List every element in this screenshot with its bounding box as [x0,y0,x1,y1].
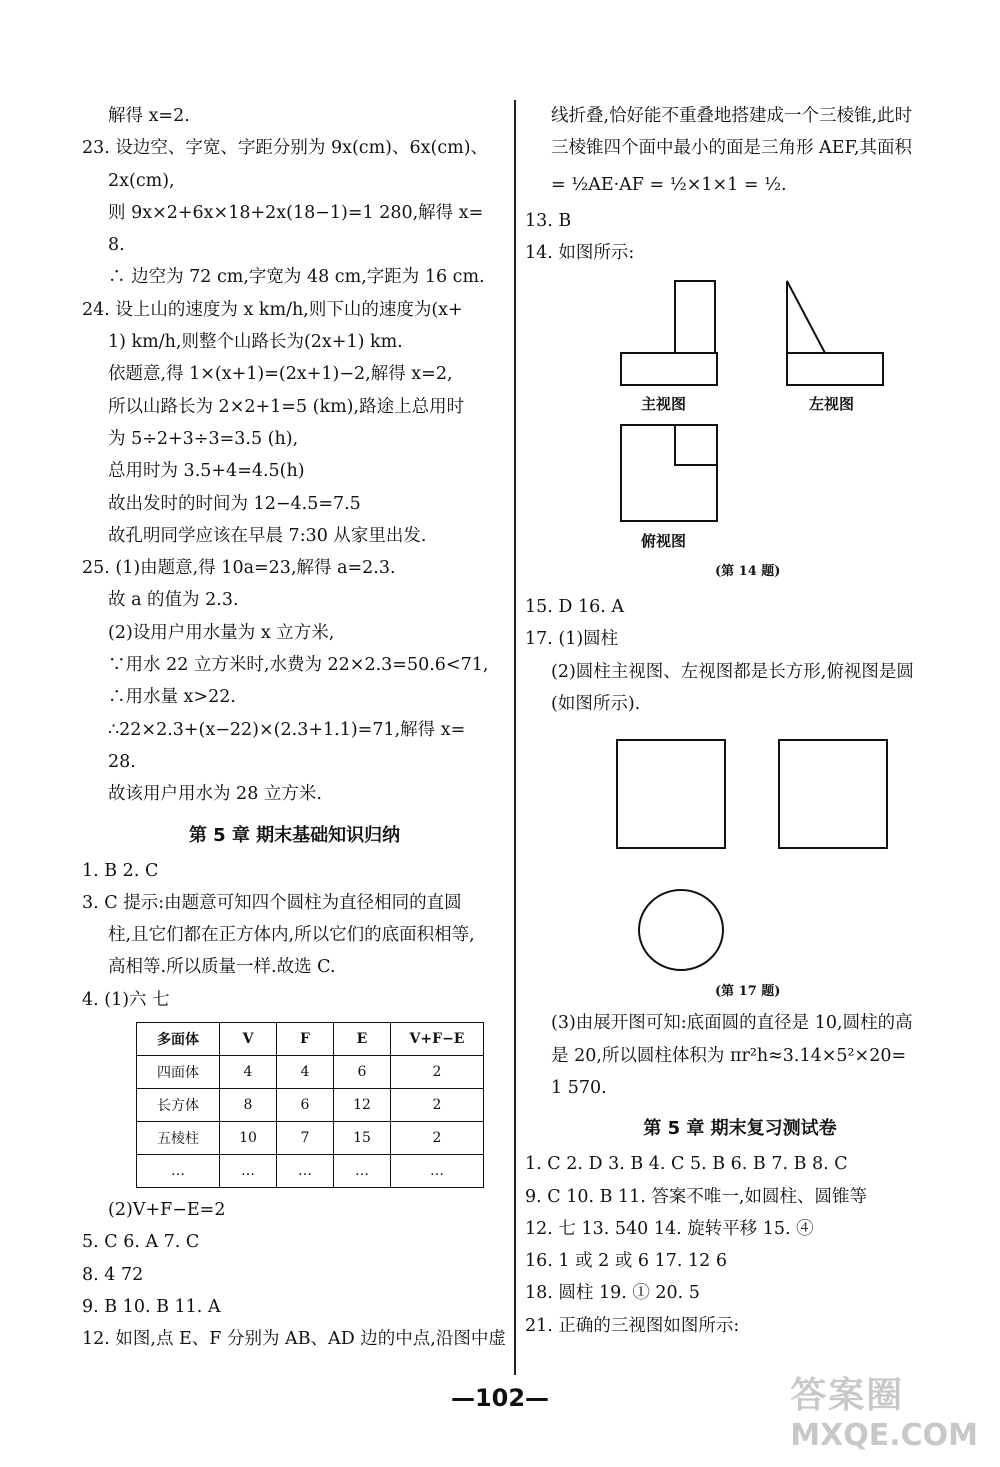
text-line: 1) km/h,则整个山路长为(2x+1) km. [108,332,403,353]
text-line: 则 9x×2+6x×18+2x(18−1)=1 280,解得 x= [108,202,484,223]
text-line: 9. B 10. B 11. A [82,1296,221,1317]
table-cell: 8 [220,1089,277,1122]
table-cell: 4 [220,1056,277,1089]
text-line: 15. D 16. A [525,597,625,618]
text-line: ∴22×2.3+(x−22)×(2.3+1.1)=71,解得 x= [108,719,466,740]
text-line: 24. 设上山的速度为 x km/h,则下山的速度为(x+ [82,299,463,320]
table-row [137,1122,484,1155]
table-cell: 15 [334,1122,391,1155]
section-title: 第 5 章 期末基础知识归纳 [188,824,401,846]
table-row [137,1155,484,1188]
section-title: 第 5 章 期末复习测试卷 [643,1118,837,1140]
table-cell: 12 [334,1089,391,1122]
text-line: 为 5÷2+3÷3=3.5 (h), [108,428,299,449]
text-line: 23. 设边空、字宽、字距分别为 9x(cm)、6x(cm)、 [82,138,489,159]
text-line: ∴用水量 x>22. [108,687,236,708]
watermark [790,1367,978,1453]
text-line: 12. 如图,点 E、F 分别为 AB、AD 边的中点,沿图中虚 [82,1329,506,1350]
text-line: 线折叠,恰好能不重叠地搭建成一个三棱锥,此时 [551,106,913,126]
text-line: 8. [108,235,125,256]
table-cell: 2 [391,1122,484,1155]
text-line: 是 20,所以圆柱体积为 πr²h≈3.14×5²×20= [551,1045,907,1066]
text-line: = ½AE·AF = ½×1×1 = ½. [551,174,787,195]
figure-14 [525,275,955,585]
three-view-drawing-17 [525,726,955,1001]
front-view-label: 主视图 [641,395,687,414]
side-view-label: 左视图 [809,395,855,414]
text-line: 2x(cm), [108,170,175,191]
text-line: 17. (1)圆柱 [525,629,619,650]
table-cell: 四面体 [137,1056,220,1089]
watermark-logo: 答案圈 [790,1375,905,1416]
text-line: 总用时为 3.5+4=4.5(h) [108,461,305,482]
text-line: 5. C 6. A 7. C [82,1232,200,1253]
table-cell: … [137,1155,220,1188]
text-line: 三棱锥四个面中最小的面是三角形 AEF,其面积 [551,138,912,159]
table-row [137,1089,484,1122]
text-line: (如图所示). [551,694,641,715]
page-number: —102— [450,1384,550,1412]
left-column [82,100,507,1356]
figure-caption: (第 14 题) [715,564,781,580]
column-divider [514,100,516,1375]
table-cell: 五棱柱 [137,1122,220,1155]
text-line: 16. 1 或 2 或 6 17. 12 6 [525,1251,727,1272]
table-cell: 6 [277,1089,334,1122]
table-cell: 10 [220,1122,277,1155]
table-cell: … [220,1155,277,1188]
table-cell: … [334,1155,391,1188]
text-line: 9. C 10. B 11. 答案不唯一,如圆柱、圆锥等 [525,1186,867,1207]
polyhedron-table [136,1022,484,1188]
text-line: 3. C 提示:由题意可知四个圆柱为直径相同的直圆 [82,892,462,913]
text-line: 故出发时的时间为 12−4.5=7.5 [108,493,361,514]
text-line: 21. 正确的三视图如图所示: [525,1315,740,1336]
table-header-cell: 多面体 [137,1023,220,1056]
top-view-label: 俯视图 [641,532,687,551]
table-header-row [137,1023,484,1056]
table-cell: … [277,1155,334,1188]
text-line: (2)设用户用水量为 x 立方米, [108,622,335,643]
text-line: (2)圆柱主视图、左视图都是长方形,俯视图是圆 [551,661,914,682]
watermark-url: MXQE.COM [790,1418,978,1453]
table-cell: 2 [391,1056,484,1089]
text-line: ∴ 边空为 72 cm,字宽为 48 cm,字距为 16 cm. [108,267,485,288]
text-line: 柱,且它们都在正方体内,所以它们的底面积相等, [108,925,475,946]
right-column [525,100,955,1342]
table-header-cell: E [334,1023,391,1056]
table-cell: 长方体 [137,1089,220,1122]
text-line: 解得 x=2. [108,106,190,126]
table-header-cell: F [277,1023,334,1056]
text-line: 1. B 2. C [82,860,159,881]
text-line: 高相等.所以质量一样.故选 C. [108,957,336,978]
text-line: 12. 七 13. 540 14. 旋转平移 15. ④ [525,1218,814,1239]
table-cell: 6 [334,1056,391,1089]
text-line: 25. (1)由题意,得 10a=23,解得 a=2.3. [82,558,396,579]
table-row [137,1056,484,1089]
table-cell: 4 [277,1056,334,1089]
text-line: 所以山路长为 2×2+1=5 (km),路途上总用时 [108,396,465,417]
text-line: 1. C 2. D 3. B 4. C 5. B 6. B 7. B 8. C [525,1154,848,1175]
text-line: 14. 如图所示: [525,242,635,263]
figure-caption: (第 17 题) [715,984,781,1000]
text-line: 故 a 的值为 2.3. [108,590,239,611]
table-header-cell: V [220,1023,277,1056]
text-line: 依题意,得 1×(x+1)=(2x+1)−2,解得 x=2, [108,364,453,385]
figure-17 [525,726,955,1001]
text-line: 28. [108,751,136,772]
text-line: 8. 4 72 [82,1264,144,1285]
text-line: 18. 圆柱 19. ① 20. 5 [525,1283,700,1304]
text-line: (3)由展开图可知:底面圆的直径是 10,圆柱的高 [551,1013,913,1034]
text-line: ∵用水 22 立方米时,水费为 22×2.3=50.6<71, [108,655,489,676]
table-header-cell: V+F−E [391,1023,484,1056]
three-view-drawing-14 [525,275,955,585]
text-line: 13. B [525,210,572,231]
text-line: (2)V+F−E=2 [108,1200,226,1221]
text-line: 1 570. [551,1077,607,1098]
text-line: 4. (1)六 七 [82,989,170,1010]
text-line: 故孔明同学应该在早晨 7:30 从家里出发. [108,525,427,546]
table-cell: 7 [277,1122,334,1155]
table-cell: 2 [391,1089,484,1122]
text-line: 故该用户用水为 28 立方米. [108,784,322,805]
table-cell: … [391,1155,484,1188]
